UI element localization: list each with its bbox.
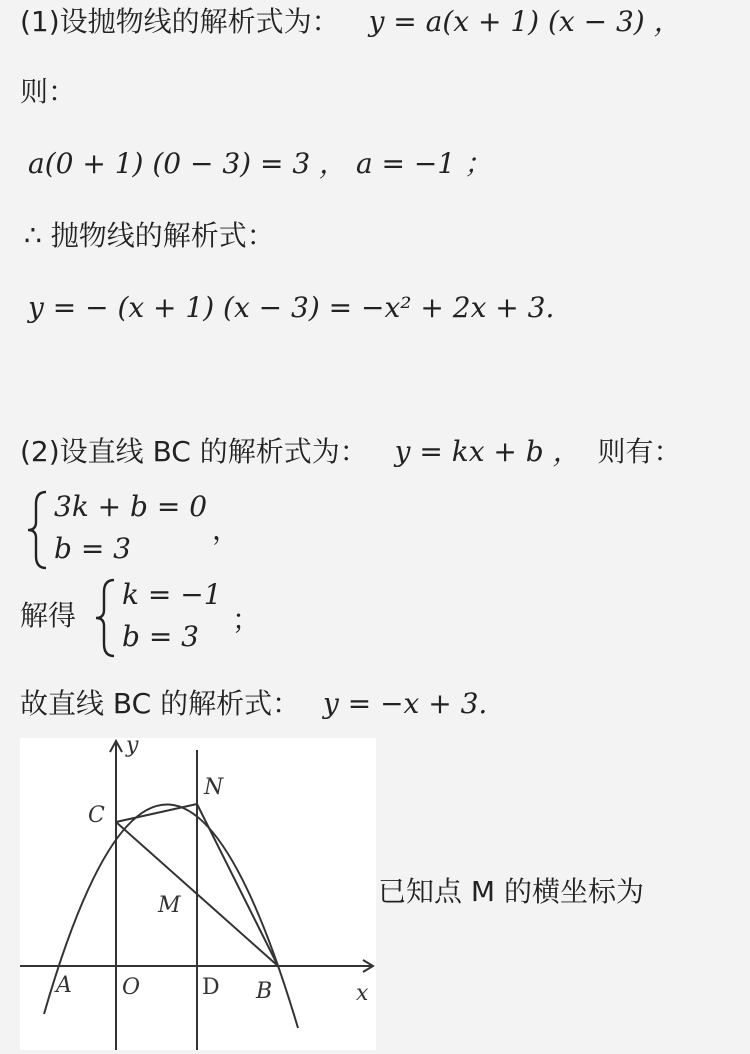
part2-formula: y = kx + b ，	[394, 435, 581, 468]
part1-intro: (1)设抛物线的解析式为：	[20, 5, 340, 38]
system-punct: ，	[212, 513, 241, 546]
part1-then: 则：	[20, 75, 77, 108]
part2-intro: (2)设直线 BC 的解析式为：	[20, 435, 368, 468]
conclusion-line	[20, 686, 487, 722]
system-eq1: 3k + b = 0	[54, 490, 208, 523]
solution-punct: ；	[232, 603, 261, 636]
part1-therefore: ∴ 抛物线的解析式：	[24, 219, 275, 252]
solve-label: 解得	[20, 599, 77, 632]
solution-system	[92, 576, 292, 660]
parabola-diagram	[20, 738, 376, 1050]
label-o: O	[122, 975, 141, 1000]
parabola-figure	[20, 738, 376, 1050]
part1-step: a(0 + 1) (0 − 3) = 3 ， a = −1 ；	[28, 147, 493, 180]
left-brace-icon	[24, 488, 52, 572]
solution-eq1: k = −1	[122, 578, 222, 611]
label-d: D	[202, 975, 220, 1000]
label-b: B	[256, 979, 273, 1004]
label-a: A	[56, 973, 72, 998]
label-c: C	[88, 803, 105, 828]
solution-eq2: b = 3	[122, 620, 199, 653]
system-eq2: b = 3	[54, 532, 131, 565]
part1-intro-line	[20, 4, 682, 40]
label-m: M	[158, 893, 181, 918]
label-n: N	[204, 775, 224, 800]
conclusion-label: 故直线 BC 的解析式：	[20, 687, 301, 720]
part2-then: 则有：	[597, 435, 682, 468]
part1-formula: y = a(x + 1) (x − 3) ，	[368, 5, 682, 38]
label-x: x	[356, 981, 369, 1006]
conclusion-formula: y = −x + 3.	[322, 687, 488, 720]
continuation-text: 已知点 M 的横坐标为	[378, 875, 644, 908]
equation-system	[24, 488, 264, 572]
part2-intro-line	[20, 434, 682, 470]
part1-result: y = − (x + 1) (x − 3) = −x² + 2x + 3.	[28, 291, 555, 324]
left-brace-icon	[92, 576, 120, 660]
label-y: y	[126, 738, 139, 758]
segment-nb	[197, 804, 278, 966]
